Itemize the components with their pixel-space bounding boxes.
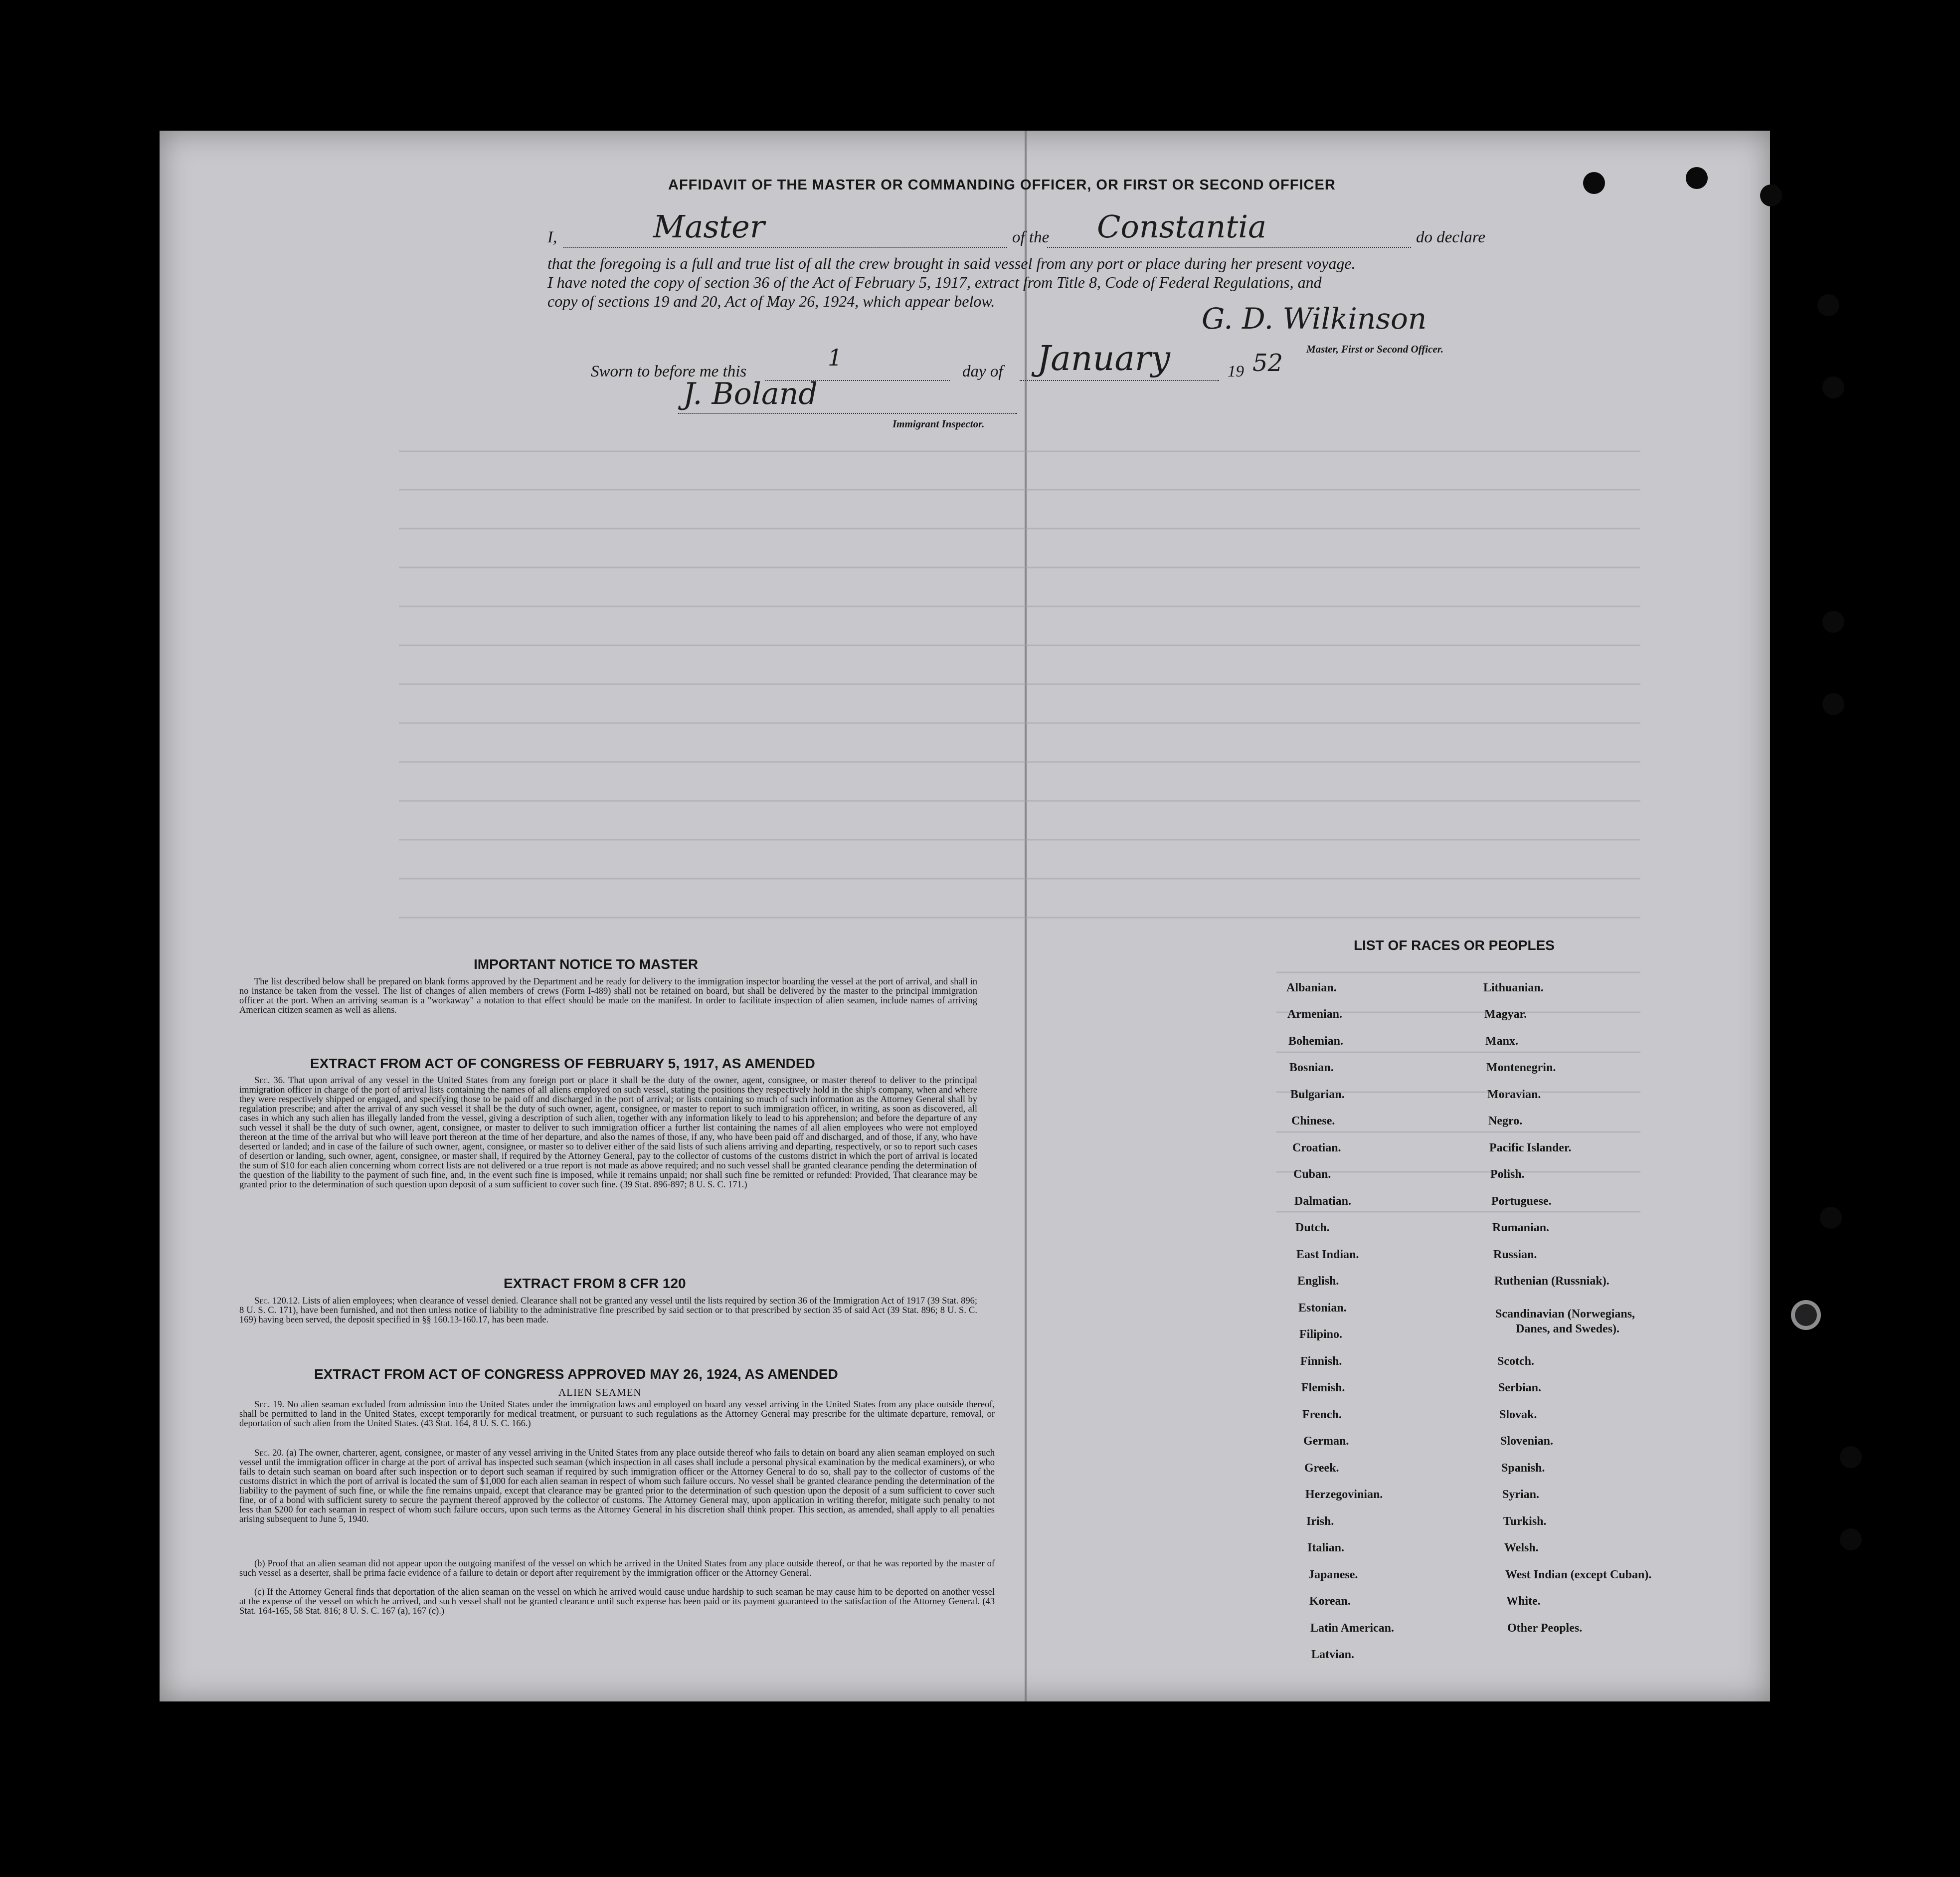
notice-text: The list described below shall be prepared on blank forms approved by the Department and be ready for delivery to the immigration inspector boarding the vessel at the port of arrival, and shall in no instance be taken from the vessel. The list of changes of alien members of crews (Form I-489) shall not be retained on board, but shall be delivered by the master to the principal immigration officer at the port. When an arriving seaman is a "workaway" a notation to that effect should be made on the manifest. In order to facilitate inspection of alien seamen, include names of arriving American citizen seamen as well as aliens. <box>239 977 977 1015</box>
race-item: Finnish. <box>1300 1355 1342 1368</box>
extract-1924-sec20a-text: (a) The owner, charterer, agent, consignee, or master of any vessel arriving in the United States from any place outside thereof who fails to detain on board any alien seaman employed on such vessel until the immigration officer in charge at the port of arrival has inspected such seaman (which inspection in all cases shall include a personal physical examination by the medical examiners), or who fails to detain such seaman on board after such inspection or to deport such seaman if required by such immigration officer or the Attorney General to do so, shall pay to the collector of customs of the customs district in which the port of arrival is located the sum of $1,000 for each alien seaman in respect of whom such failure occurs. No vessel shall be granted clearance pending the determination of the liability to the payment of such fine, or while the fine remains unpaid, except that clearance may be granted prior to the determination of such question upon the deposit of a sum sufficient to cover such fine, or of a bond with sufficient surety to secure the payment thereof approved by the collector of customs. The Attorney General may, upon application in writing therefor, mitigate such penalty to not less than $200 for each seaman in respect of whom such failure occurs, upon such terms as the Attorney General in his discretion shall think proper. This section, as amended, shall apply to all penalties arising subsequent to June 5, 1940. <box>239 1448 995 1524</box>
race-item: Chinese. <box>1291 1115 1335 1127</box>
affidavit-i-label: I, <box>547 228 557 246</box>
race-item: Italian. <box>1307 1541 1345 1554</box>
race-item: Polish. <box>1490 1168 1525 1181</box>
extract-cfr-sec: Sec. 120.12. <box>254 1296 300 1306</box>
vessel-underline <box>1047 247 1411 248</box>
race-item: Scotch. <box>1497 1355 1534 1368</box>
day-of-label: day of <box>962 363 1003 380</box>
race-item: Cuban. <box>1293 1168 1331 1181</box>
race-item: Montenegrin. <box>1486 1061 1556 1074</box>
affidavit-heading: AFFIDAVIT OF THE MASTER OR COMMANDING OFFICER, OR FIRST OR SECOND OFFICER <box>668 177 1336 193</box>
race-item: Slovak. <box>1499 1408 1537 1421</box>
race-item: Slovenian. <box>1500 1435 1554 1448</box>
sworn-month: January <box>1037 339 1170 378</box>
master-underline <box>563 247 1007 248</box>
race-item: Flemish. <box>1301 1381 1345 1394</box>
race-item: Filipino. <box>1299 1328 1343 1341</box>
race-item: English. <box>1297 1275 1339 1288</box>
race-item: Pacific Islander. <box>1489 1141 1572 1154</box>
extract-cfr-body <box>239 1297 977 1325</box>
race-item: Moravian. <box>1487 1088 1541 1101</box>
race-item: Negro. <box>1488 1115 1523 1127</box>
race-item: Irish. <box>1306 1515 1334 1528</box>
affidavit-line-4: copy of sections 19 and 20, Act of May 26, 1924, which appear below. <box>547 292 995 310</box>
affidavit-of-the: of the <box>1012 228 1050 246</box>
race-item: Russian. <box>1493 1248 1537 1261</box>
race-item: Bulgarian. <box>1290 1088 1345 1101</box>
races-heading: LIST OF RACES OR PEOPLES <box>1354 938 1555 953</box>
extract-1924-sec19-label: Sec. 19. <box>254 1400 285 1410</box>
race-item: Dutch. <box>1295 1221 1330 1234</box>
race-item: Lithuanian. <box>1483 981 1544 994</box>
alien-seamen-subheading: ALIEN SEAMEN <box>558 1386 642 1398</box>
month-underline <box>1020 380 1219 381</box>
race-item: Turkish. <box>1503 1515 1547 1528</box>
race-item: French. <box>1302 1408 1342 1421</box>
race-item: Serbian. <box>1498 1381 1542 1394</box>
year-prefix: 19 <box>1228 363 1244 380</box>
extract-1917-sec: Sec. 36. <box>254 1076 285 1086</box>
inspector-caption: Immigrant Inspector. <box>892 418 985 430</box>
race-item: Korean. <box>1309 1595 1351 1608</box>
inspector-signature: J. Boland <box>683 376 818 411</box>
race-item: Other Peoples. <box>1507 1622 1583 1635</box>
race-item: Ruthenian (Russniak). <box>1494 1275 1609 1288</box>
extract-cfr-heading: EXTRACT FROM 8 CFR 120 <box>504 1276 686 1291</box>
race-item: Manx. <box>1485 1035 1518 1048</box>
extract-1917-body <box>239 1076 977 1190</box>
master-signature: G. D. Wilkinson <box>1202 302 1427 336</box>
race-item: Welsh. <box>1504 1541 1539 1554</box>
race-item: Syrian. <box>1502 1488 1540 1501</box>
race-item: Estonian. <box>1298 1302 1347 1314</box>
extract-1924-sec20c: (c) If the Attorney General finds that deportation of the alien seaman on the vessel on which he arrived would cause undue hardship to such seaman he may cause him to be deported on another vessel at the expense of the vessel on which he arrived, and such vessel shall not be granted clearance until such expense has been paid or its payment guaranteed to the satisfaction of the Attorney General. (43 Stat. 164-165, 58 Stat. 816; 8 U. S. C. 167 (a), 167 (c).) <box>239 1587 995 1616</box>
race-item: German. <box>1303 1435 1349 1448</box>
filled-master: Master <box>653 208 765 245</box>
race-item: Danes, and Swedes). <box>1516 1322 1620 1335</box>
race-item: Magyar. <box>1484 1008 1527 1021</box>
race-item: Spanish. <box>1501 1462 1545 1475</box>
sworn-year: 52 <box>1252 349 1283 377</box>
race-item: Latin American. <box>1310 1622 1394 1635</box>
affidavit-line-3: I have noted the copy of section 36 of the Act of February 5, 1917, extract from Title 8, Code of Federal Regulations, and <box>547 273 1322 291</box>
extract-1924-sec20a <box>239 1449 995 1524</box>
extract-1924-heading: EXTRACT FROM ACT OF CONGRESS APPROVED MAY 26, 1924, AS AMENDED <box>314 1366 838 1382</box>
race-item: Herzegovinian. <box>1305 1488 1383 1501</box>
sworn-day: 1 <box>828 344 843 371</box>
sworn-label: Sworn to before me this <box>591 363 747 380</box>
race-item: Croatian. <box>1292 1141 1341 1154</box>
extract-1917-text: That upon arrival of any vessel in the United States from any foreign port or place it shall be the duty of the owner, agent, consignee, or master thereof to deliver to the principal immigration officer in charge of the port of arrival lists containing the names of all aliens employed on such vessel, stating the positions they respectively hold in the ship's company, when and where they were respectively shipped or engaged, and specifying those to be paid off and discharged in the port of arrival; or lists containing so much of such information as the Attorney General shall by regulation prescribe; and after the arrival of any such vessel it shall be the duty of such owner, agent, consignee, or master to report to such immigration officer, in writing, as soon as discovered, all cases in which any such alien has illegally landed from the vessel, giving a description of such alien, together with any information likely to lead to his apprehension; and before the departure of any such vessel it shall be the duty of such owner, agent, consignee, or master to deliver to such immigration officer a further list containing the names of all alien employees who were not employed thereon at the time of the arrival but who will leave port thereon at the time of her departure, and also the names of those, if any, who have been paid off and discharged, and of those, if any, who have deserted or landed; and in case of the failure of such owner, agent, consignee, or master so to deliver either of the said lists of such aliens arriving and departing, respectively, or so to report such cases of desertion or landing, such owner, agent, consignee, or master shall, if required by the Attorney General, pay to the collector of customs of the customs district in which the port of arrival is located the sum of $10 for each alien concerning whom correct lists are not delivered or a true report is not made as above required; and no such vessel shall be granted clearance pending the determination of the question of the liability to the payment of such fine, and, in the event such fine is imposed, while it remains unpaid; nor shall such fine be remitted or refunded: Provided, That clearance may be granted prior to the determination of such question upon deposit of a sum sufficient to cover such fine. (39 Stat. 896-897; 8 U. S. C. 171.) <box>239 1076 978 1190</box>
extract-cfr-text: Lists of alien employees; when clearance of vessel denied. Clearance shall not be granted any vessel until the lists required by section 36 of the Immigration Act of 1917 (39 Stat. 896; 8 U. S. C. 171), have been furnished, and not then unless notice of liability to the administrative fine prescribed by said section or to that prescribed by section 35 of said Act (39 Stat. 896; 8 U. S. C. 169) having been served, the deposit specified in §§ 160.13-160.17, has been made. <box>239 1296 978 1325</box>
race-item: Japanese. <box>1308 1568 1358 1581</box>
race-item: Portuguese. <box>1491 1195 1552 1208</box>
affidavit-do-declare: do declare <box>1416 228 1485 246</box>
race-item: Bosnian. <box>1289 1061 1334 1074</box>
race-item: Scandinavian (Norwegians, <box>1495 1308 1635 1320</box>
race-item: Dalmatian. <box>1294 1195 1351 1208</box>
race-item: Greek. <box>1304 1462 1339 1475</box>
race-item: Rumanian. <box>1492 1221 1550 1234</box>
race-item: Latvian. <box>1311 1648 1355 1661</box>
filled-vessel-name: Constantia <box>1097 208 1267 245</box>
inspector-underline <box>678 413 1017 414</box>
extract-1924-sec19 <box>239 1400 995 1429</box>
race-item: Armenian. <box>1287 1008 1342 1021</box>
signature-caption: Master, First or Second Officer. <box>1306 343 1443 355</box>
race-item: White. <box>1506 1595 1541 1608</box>
race-item: East Indian. <box>1296 1248 1359 1261</box>
extract-1924-sec19-text: No alien seaman excluded from admission into the United States under the immigration laws and employed on board any vessel arriving in the United States from any place outside thereof, shall be permitted to land in the United States, except temporarily for medical treatment, or pursuant to such regulations as the Attorney General may prescribe for the ultimate departure, removal, or deportation of such alien from the United States. (43 Stat. 164, 8 U. S. C. 166.) <box>239 1400 995 1429</box>
extract-1924-sec20b: (b) Proof that an alien seaman did not appear upon the outgoing manifest of the vessel on which he arrived in the United States from any place outside thereof, or that he was reported by the master of such vessel as a deserter, shall be prima facie evidence of a failure to detain or deport after requirement by the immigration officer or the Attorney General. <box>239 1559 995 1578</box>
extract-1917-heading: EXTRACT FROM ACT OF CONGRESS OF FEBRUARY 5, 1917, AS AMENDED <box>310 1056 815 1071</box>
race-item: West Indian (except Cuban). <box>1505 1568 1652 1581</box>
race-item: Bohemian. <box>1288 1035 1344 1048</box>
notice-heading: IMPORTANT NOTICE TO MASTER <box>474 956 699 972</box>
race-item: Albanian. <box>1286 981 1337 994</box>
affidavit-line-2: that the foregoing is a full and true list of all the crew brought in said vessel from any port or place during her present voyage. <box>547 254 1356 272</box>
extract-1924-sec20-label: Sec. 20. <box>254 1448 284 1458</box>
